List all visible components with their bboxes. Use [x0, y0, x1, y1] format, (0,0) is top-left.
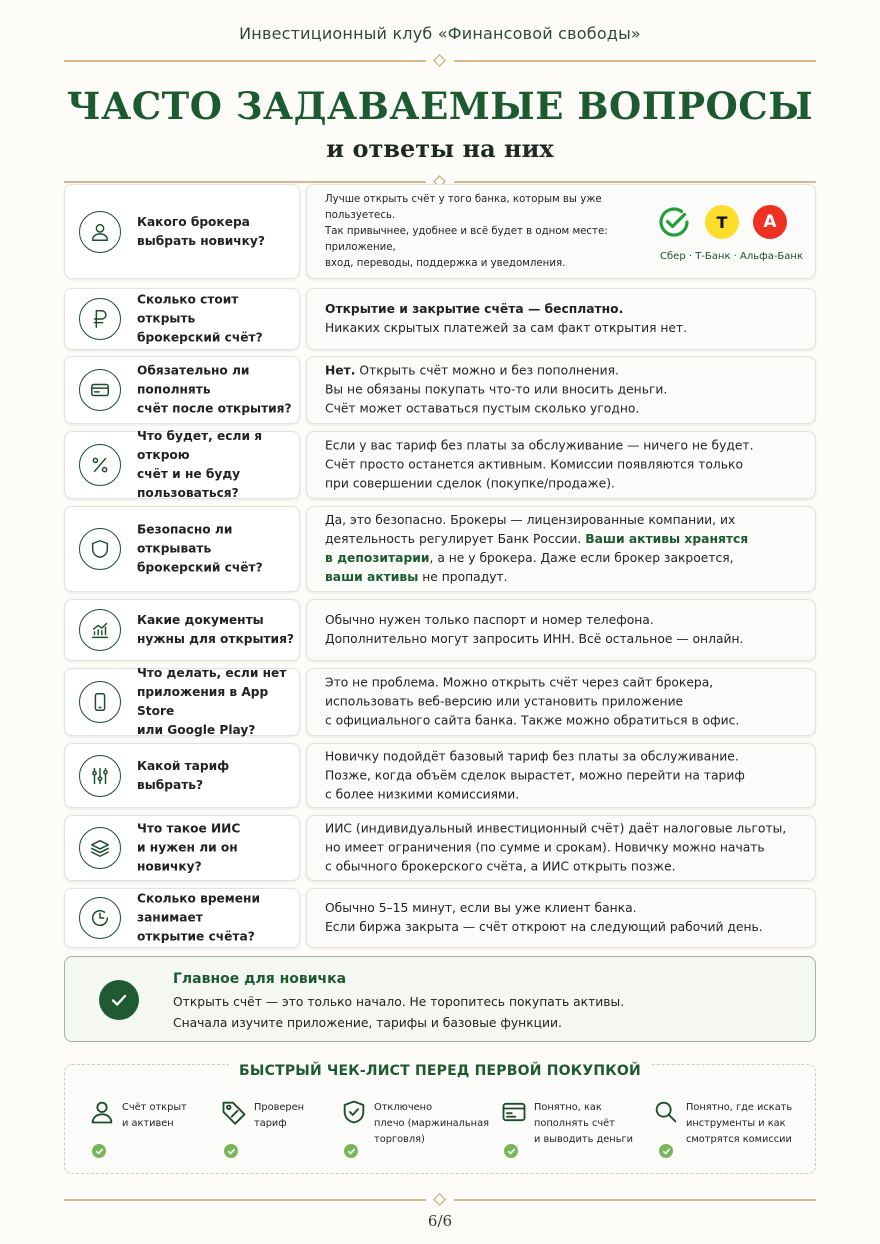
checklist-line: Счёт открыт: [122, 1102, 187, 1113]
question-line: выбрать новичку?: [137, 233, 265, 248]
answer-line: [325, 256, 615, 272]
question-line: счёт после открытия?: [137, 401, 292, 416]
question-text: [137, 427, 295, 503]
answer-line: [325, 858, 801, 877]
question-line: Обязательно ли пополнять: [137, 363, 250, 397]
answer-text: [325, 437, 801, 494]
checklist-title: [0, 1060, 880, 1079]
question-line: и нужен ли он новичку?: [137, 840, 238, 874]
answer-line: [325, 192, 615, 224]
checklist-text: [686, 1100, 792, 1148]
answer-line: [325, 456, 801, 475]
checklist-line: Понятно, где искать: [686, 1102, 793, 1113]
diamond-icon: [433, 1193, 446, 1206]
answer-text: [325, 511, 801, 587]
top-ornament-divider: [64, 55, 816, 67]
faq-row: [64, 599, 816, 661]
user-icon: [88, 1098, 116, 1130]
faq-row: [64, 356, 816, 424]
answer-text: [325, 611, 801, 649]
question-text: [137, 213, 295, 251]
alfa-logo-icon: А: [753, 205, 787, 239]
check-icon: [344, 1144, 358, 1158]
question-text: [137, 291, 295, 348]
checklist-line: пополнять счёт: [534, 1118, 615, 1129]
question-line: Сколько времени занимает: [137, 891, 260, 925]
answer-segment: Обычно нужен только паспорт и номер телефона.: [325, 613, 654, 627]
question-card: [64, 184, 300, 279]
question-card: [64, 288, 300, 350]
question-card: [64, 668, 300, 736]
answer-line: [325, 437, 801, 456]
club-name: Инвестиционный клуб «Финансовой свободы»: [239, 24, 641, 43]
answer-highlight: в депозитарии: [325, 551, 430, 565]
answer-highlight: Ваши активы хранятся: [585, 532, 749, 546]
checklist-line: инструменты и как: [686, 1118, 786, 1129]
answer-segment: Обычно 5–15 минут, если вы уже клиент банка.: [325, 901, 637, 915]
question-card: [64, 743, 300, 808]
checklist-text: [122, 1100, 187, 1132]
main-tip-line: Открыть счёт — это только начало. Не торопитесь покупать активы.: [173, 995, 625, 1009]
checklist-line: плечо (маржинальная: [374, 1118, 489, 1129]
answer-highlight: ваши активы: [325, 570, 419, 584]
answer-line: [325, 530, 801, 549]
answer-segment: Да, это безопасно. Брокеры — лицензированные компании, их: [325, 513, 736, 527]
faq-row: [64, 815, 816, 881]
answer-segment: Если биржа закрыта — счёт откроют на следующий рабочий день.: [325, 920, 763, 934]
answer-line: [325, 674, 801, 693]
answer-card: [306, 888, 816, 948]
answer-line: [325, 611, 801, 630]
diamond-icon: [433, 54, 446, 67]
answer-line: [325, 568, 801, 587]
answer-line: [325, 785, 801, 804]
checklist-line: и выводить деньги: [534, 1134, 633, 1145]
check-circle-icon: [99, 980, 139, 1020]
answer-text: [325, 362, 801, 419]
question-card: [64, 356, 300, 424]
checklist-title-text: БЫСТРЫЙ ЧЕК-ЛИСТ ПЕРЕД ПЕРВОЙ ПОКУПКОЙ: [229, 1063, 651, 1079]
checklist-line: торговля): [374, 1134, 425, 1145]
question-line: счёт и не буду пользоваться?: [137, 467, 241, 500]
answer-card: [306, 184, 816, 279]
page-number: 6/6: [427, 1212, 453, 1230]
answer-segment: но имеет ограничения (по сумме и срокам). Новичку можно начать: [325, 840, 765, 855]
answer-card: [306, 743, 816, 808]
answer-line: [325, 693, 801, 712]
answer-text: [325, 820, 801, 877]
faq-row: [64, 888, 816, 948]
question-line: Какие документы: [137, 613, 264, 627]
checklist-line: смотрятся комиссии: [686, 1134, 792, 1145]
main-tip-box: [64, 956, 816, 1042]
question-line: брокерский счёт?: [137, 560, 263, 575]
checklist-text: [254, 1100, 304, 1132]
question-line: нужны для открытия?: [137, 632, 294, 646]
answer-segment: , а не у брокера. Даже если брокер закроется,: [429, 551, 734, 565]
answer-segment: Счёт может оставаться пустым сколько угодно.: [325, 401, 640, 416]
answer-segment: Это не проблема. Можно открыть счёт через сайт брокера,: [325, 675, 714, 690]
percent-icon: [79, 444, 121, 486]
question-line: Безопасно ли открывать: [137, 522, 233, 556]
answer-segment: ИИС (индивидуальный инвестиционный счёт) даёт налоговые льготы,: [325, 821, 787, 836]
question-text: [137, 521, 295, 578]
answer-segment: не пропадут.: [418, 570, 508, 584]
check-icon: [92, 1144, 106, 1158]
shield-icon: [79, 528, 121, 570]
question-line: Что будет, если я открою: [137, 429, 263, 462]
question-text: [137, 757, 295, 795]
question-card: [64, 888, 300, 948]
answer-segment: Позже, когда объём сделок вырастет, можно перейти на тариф: [325, 768, 745, 782]
answer-card: [306, 815, 816, 881]
question-line: Сколько стоит открыть: [137, 292, 239, 326]
main-tip-title: Главное для новичка: [173, 971, 347, 987]
answer-line: [325, 319, 801, 338]
question-card: [64, 815, 300, 881]
answer-text: [325, 747, 801, 804]
check-icon: [659, 1144, 673, 1158]
answer-line: [325, 362, 801, 381]
answer-segment: с официального сайта банка. Также можно обратиться в офис.: [325, 713, 740, 728]
answer-segment: деятельность регулирует Банк России.: [325, 532, 586, 546]
user-icon: [79, 211, 121, 253]
footer-ornament-divider: [64, 1194, 816, 1206]
answer-segment: Никаких скрытых платежей за сам факт открытия нет.: [325, 321, 688, 335]
question-card: [64, 506, 300, 592]
question-card: [64, 599, 300, 661]
answer-segment: Дополнительно могут запросить ИНН. Всё остальное — онлайн.: [325, 632, 744, 646]
question-line: Что такое ИИС: [137, 821, 241, 836]
answer-card: [306, 506, 816, 592]
phone-icon: [79, 681, 121, 723]
answer-line: [325, 300, 801, 319]
answer-card: [306, 668, 816, 736]
question-text: [137, 362, 295, 419]
ruble-icon: [79, 298, 121, 340]
bank-logos: [643, 205, 803, 265]
answer-card: [306, 288, 816, 350]
answer-text: [325, 300, 801, 338]
question-line: или Google Play?: [137, 723, 256, 737]
answer-segment: вход, переводы, поддержка и уведомления.: [325, 257, 566, 269]
main-tip-line: Сначала изучите приложение, тарифы и базовые функции.: [173, 1016, 562, 1030]
checklist-line: тариф: [254, 1118, 287, 1129]
question-text: [137, 820, 295, 877]
checklist-line: Отключено: [374, 1102, 433, 1113]
answer-segment: Вы не обязаны покупать что-то или вносить деньги.: [325, 382, 668, 397]
answer-segment: Так привычнее, удобнее и всё будет в одном месте: приложение,: [325, 225, 608, 253]
card-icon: [79, 369, 121, 411]
question-line: Что делать, если нет: [137, 666, 287, 680]
answer-segment: с более низкими комиссиями.: [325, 787, 520, 801]
answer-card: [306, 356, 816, 424]
question-line: Какой тариф выбрать?: [137, 758, 230, 792]
answer-line: [325, 747, 801, 766]
answer-highlight: Открытие и закрытие счёта — бесплатно.: [325, 302, 624, 316]
question-line: приложения в App Store: [137, 685, 269, 718]
answer-segment: Открыть счёт можно и без пополнения.: [355, 363, 619, 378]
wallet-icon: [500, 1098, 528, 1130]
answer-segment: Если у вас тариф без платы за обслуживание — ничего не будет.: [325, 438, 754, 453]
answer-segment: при совершении сделок (покупке/продаже).: [325, 476, 615, 491]
answer-segment: Счёт просто останется активным. Комиссии появляются только: [325, 457, 743, 472]
question-text: [137, 611, 295, 649]
page-title: ЧАСТО ЗАДАВАЕМЫЕ ВОПРОСЫ: [66, 84, 814, 128]
answer-line: [325, 839, 801, 858]
question-card: [64, 431, 300, 499]
answer-text: [325, 674, 801, 731]
tag-icon: [220, 1098, 248, 1130]
checklist-text: [374, 1100, 489, 1148]
faq-row: [64, 743, 816, 808]
question-text: [137, 890, 295, 947]
checklist-line: Проверен: [254, 1102, 305, 1113]
answer-segment: с обычного брокерского счёта, а ИИС открыть позже.: [325, 859, 676, 874]
clock-icon: [79, 897, 121, 939]
faq-row: [64, 184, 816, 279]
answer-line: [325, 630, 801, 649]
answer-line: [325, 766, 801, 785]
faq-row: [64, 288, 816, 350]
faq-row: [64, 668, 816, 736]
checklist-text: [534, 1100, 633, 1148]
answer-line: [325, 475, 801, 494]
question-line: Какого брокера: [137, 214, 250, 229]
answer-line: [325, 381, 801, 400]
answer-line: [325, 511, 801, 530]
layers-icon: [79, 827, 121, 869]
chart-icon: [79, 609, 121, 651]
faq-row: [64, 431, 816, 499]
answer-segment: использовать веб-версию или установить приложение: [325, 694, 684, 709]
tbank-logo-icon: Т: [705, 205, 739, 239]
answer-segment: Новичку подойдёт базовый тариф без платы за обслуживание.: [325, 749, 739, 763]
sliders-icon: [79, 755, 121, 797]
answer-text: [325, 899, 801, 937]
answer-highlight: Нет.: [325, 363, 356, 378]
question-line: брокерский счёт?: [137, 330, 263, 345]
sber-logo-icon: [657, 205, 691, 239]
answer-line: [325, 820, 801, 839]
check-icon: [224, 1144, 238, 1158]
answer-card: [306, 431, 816, 499]
answer-segment: Лучше открыть счёт у того банка, которым вы уже пользуетесь.: [325, 193, 602, 221]
answer-text: [325, 192, 615, 272]
answer-line: [325, 549, 801, 568]
shield-check-icon: [340, 1098, 368, 1130]
answer-card: [306, 599, 816, 661]
checklist-line: Понятно, как: [534, 1102, 602, 1113]
answer-line: [325, 712, 801, 731]
answer-line: [325, 899, 801, 918]
check-icon: [504, 1144, 518, 1158]
answer-line: [325, 224, 615, 256]
magnifier-icon: [652, 1098, 680, 1130]
answer-line: [325, 918, 801, 937]
checklist-line: и активен: [122, 1118, 174, 1129]
answer-line: [325, 400, 801, 419]
page-subtitle: и ответы на них: [326, 134, 554, 163]
bank-caption: Сбер · Т-Банк · Альфа-Банк: [660, 251, 803, 262]
faq-row: [64, 506, 816, 592]
question-line: открытие счёта?: [137, 929, 255, 944]
question-text: [137, 664, 295, 740]
